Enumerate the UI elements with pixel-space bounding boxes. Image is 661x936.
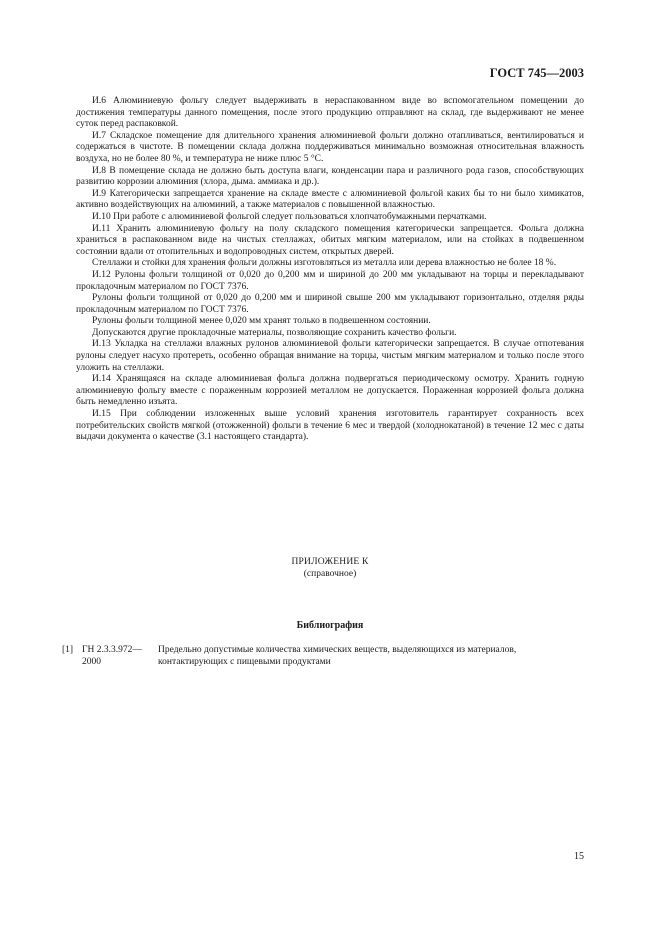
storage-section [76,96,584,444]
paragraph-i6: И.6 Алюминиевую фольгу следует выдерживать в нераспакованном виде во вспомогательном помещении до достижения температуры данного помещения, после этого продукцию отправляют на склад, где выдерживают не менее суток перед распаковкой. [76,96,584,130]
bibliography-heading: Библиография [296,620,364,631]
appendix-title: ПРИЛОЖЕНИЕ К [291,557,369,567]
paragraph-i9: И.9 Категорически запрещается хранение на складе вместе с алюминиевой фольгой каких бы то ни было химикатов, активно воздействующих на алюминий, а также материалов с повышенной влажностью. [76,188,584,211]
paragraph-i12: И.12 Рулоны фольги толщиной от 0,020 до 0,200 мм и шириной до 200 мм укладывают на торцы и перекладывают прокладочным материалом по ГОСТ 7376. [76,269,584,292]
paragraph-i10: И.10 При работе с алюминиевой фольгой следует пользоваться хлопчатобумажными перчатками. [92,211,487,222]
bibliography-entry [62,645,584,668]
paragraph-i14: И.14 Хранящаяся на складе алюминиевая фольга должна подвергаться периодическому осмотру. Хранить годную алюминиевую фольгу вместе с пораженным коррозией металлом не допускается. Пораженная коррозией фольга должна быть немедленно изъята. [76,374,584,408]
paragraph-i15: И.15 При соблюдении изложенных выше условий хранения изготовитель гарантирует сохранность всех потребительских свойств мягкой (отожженной) фольги в течение 6 мес и твердой (холоднокатаной) в течение 12 мес с даты выдачи документа о качестве (3.1 настоящего стандарта). [76,409,584,443]
paragraph-i11-racks: Стеллажи и стойки для хранения фольги должны изготовляться из металла или дерева влажностью не более 18 %. [92,258,557,269]
page-number: 15 [574,851,584,862]
paragraph-i13: И.13 Укладка на стеллажи влажных рулонов алюминиевой фольги категорически запрещается. В случае отпотевания рулоны следует насухо протереть, особенно обращая внимание на торцы, чистым мягким материалом и только после этого уложить на стеллажи. [76,339,584,373]
paragraph-i8: И.8 В помещение склада не должно быть доступа влаги, конденсации пара и различного рода газов, способствующих развитию коррозии алюминия (хлора, дыма. аммиака и др.). [76,165,584,188]
appendix-subtitle: (справочное) [303,568,357,579]
bibliography-entry-title: Предельно допустимые количества химических веществ, выделяющихся из материалов, контактирующих с пищевыми продуктами [158,645,517,667]
bibliography-entry-number: [1] [62,645,74,655]
paragraph-i12-thin-rolls: Рулоны фольги толщиной менее 0,020 мм хранят только в подвешенном состоянии. [92,316,431,327]
paragraph-i12-other-materials: Допускаются другие прокладочные материалы, позволяющие сохранить качество фольги. [92,327,457,338]
paragraph-i7: И.7 Складское помещение для длительного хранения алюминиевой фольги должно отапливаться, вентилироваться и содержаться в чистоте. В помещении склада должна поддерживаться минимально возможная относительная влажность воздуха, но не более 80 %, и температура не ниже плюс 5 °С. [76,130,584,164]
appendix-heading [76,557,584,580]
bibliography-entry-code: ГН 2.3.3.972—2000 [82,645,142,667]
standard-header: ГОСТ 745—2003 [489,66,584,80]
paragraph-i12-wide-rolls: Рулоны фольги толщиной от 0,020 до 0,200 мм и шириной свыше 200 мм укладывают горизонтально, отделяя ряды прокладочным материалом по ГОСТ 7376. [76,293,584,315]
paragraph-i11: И.11 Хранить алюминиевую фольгу на полу складского помещения категорически запрещается. Фольга должна храниться в распакованном виде на чистых стеллажах, обитых мягким материалом, или на стойках в подвешенном состоянии вдали от отопительных и водопроводных систем, открытых дверей. [76,223,584,257]
